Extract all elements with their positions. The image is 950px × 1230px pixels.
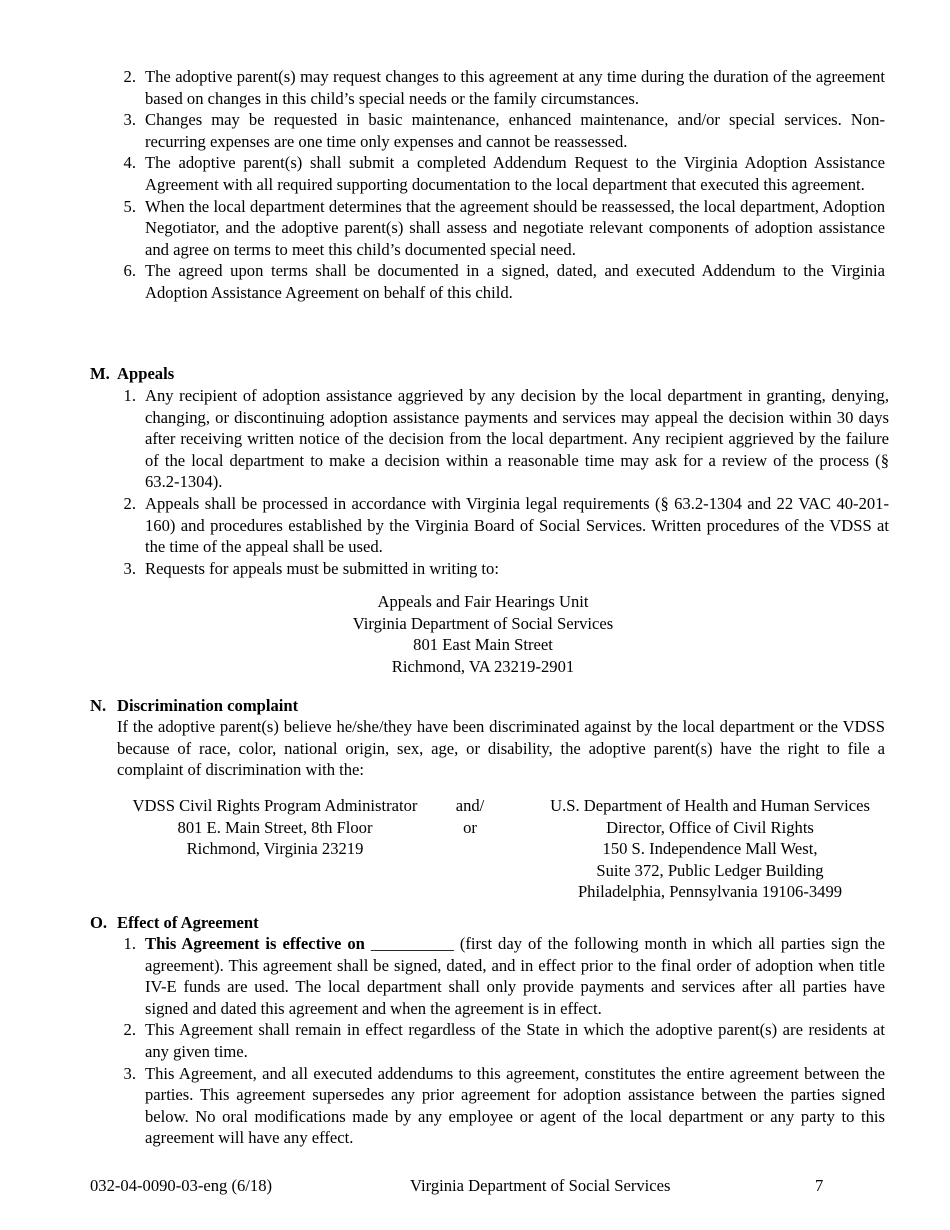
item-text: Appeals shall be processed in accordance with Virginia legal requirements (§ 63.2-1304 and 22 VAC 40-201-160) and procedures established by the Virginia Board of Social Services. Written procedures of the VDSS at the time of the appeal shall be used. <box>145 493 889 557</box>
section-title: Effect of Agreement <box>117 913 259 932</box>
item-text: The adoptive parent(s) shall submit a completed Addendum Request to the Virginia Adoption Assistance Agreement with all required supporting documentation to the local department that executed this agreement. <box>145 153 885 194</box>
item-number: 3. <box>123 558 136 578</box>
section-n-heading <box>90 695 298 717</box>
reassessment-list <box>90 66 885 304</box>
item-text: (first day of the following month in which all parties sign the agreement). This agreement shall be signed, dated, and in effect prior to the final order of adoption when title IV-E funds are used. The local department shall only provide payments and services after all parties have signed and dated this agreement and when the agreement is in effect. <box>145 934 885 1018</box>
address-line: Richmond, Virginia 23219 <box>186 839 364 859</box>
address-line: 801 E. Main Street, 8th Floor <box>177 817 373 837</box>
item-text: This Agreement shall remain in effect regardless of the State in which the adoptive parent(s) are residents at any given time. <box>145 1020 885 1061</box>
item-number: 2. <box>123 67 136 86</box>
list-item <box>90 66 885 109</box>
section-title: Discrimination complaint <box>117 696 299 715</box>
connector-line: or <box>463 817 477 837</box>
list-item <box>90 1019 885 1062</box>
and-or-connector <box>445 795 495 838</box>
appeals-list <box>90 385 889 579</box>
list-item <box>90 109 885 152</box>
effect-list <box>90 933 885 1149</box>
item-bold-lead: This Agreement is effective on <box>145 934 365 953</box>
list-item <box>90 260 885 303</box>
address-line: 801 East Main Street <box>413 635 553 655</box>
item-number: 2. <box>123 493 136 513</box>
list-item <box>90 385 889 493</box>
address-line: Philadelphia, Pennsylvania 19106-3499 <box>577 882 843 902</box>
section-title: Appeals <box>117 364 175 383</box>
item-number: 6. <box>123 261 136 281</box>
address-line: Richmond, VA 23219-2901 <box>391 656 575 676</box>
list-item <box>90 493 889 558</box>
list-item <box>90 933 885 1019</box>
address-line: Appeals and Fair Hearings Unit <box>377 592 589 611</box>
item-text: When the local department determines that the agreement should be reassessed, the local department, Adoption Negotiator, and the adoptive parent(s) shall assess and negotiate relevant components of adoption assistance and agree on terms to meet this child’s documented special need. <box>145 196 885 259</box>
list-item <box>90 558 889 580</box>
effective-date-blank: __________ <box>364 934 460 953</box>
item-text: Changes may be requested in basic maintenance, enhanced maintenance, and/or special services. Non-recurring expenses are one time only expenses and cannot be reassessed. <box>145 110 885 151</box>
footer-page-number: 7 <box>815 1176 824 1195</box>
address-line: U.S. Department of Health and Human Services <box>550 796 870 815</box>
footer-form-code: 032-04-0090-03-eng (6/18) <box>90 1176 273 1195</box>
item-text: Any recipient of adoption assistance aggrieved by any decision by the local department in granting, denying, changing, or discontinuing adoption assistance payments and services may appeal the decision within 30 days after receiving written notice of the decision from the local department. Any recipient aggrieved by the failure of the local department to make a decision within a reasonable time may ask for a review of the process (§ 63.2-1304). <box>145 386 889 492</box>
section-o-heading <box>90 912 259 934</box>
vdss-address <box>110 795 440 860</box>
address-line: VDSS Civil Rights Program Administrator <box>132 796 418 815</box>
footer-organization: Virginia Department of Social Services <box>410 1176 671 1195</box>
address-line: 150 S. Independence Mall West, <box>602 839 818 859</box>
address-line: Virginia Department of Social Services <box>352 613 614 633</box>
address-line: Director, Office of Civil Rights <box>606 817 814 837</box>
section-letter: M. <box>90 364 110 383</box>
item-number: 3. <box>123 110 136 130</box>
item-text: This Agreement, and all executed addendums to this agreement, constitutes the entire agreement between the parties. This agreement supersedes any prior agreement for adoption assistance between the parties signed below. No oral modifications made by any employee or agent of the local department or any party to this agreement will have any effect. <box>145 1063 885 1148</box>
list-item <box>90 1063 885 1149</box>
item-text: The agreed upon terms shall be documented in a signed, dated, and executed Addendum to the Virginia Adoption Assistance Agreement on behalf of this child. <box>145 261 885 302</box>
item-text: The adoptive parent(s) may request changes to this agreement at any time during the duration of the agreement based on changes in this child’s special needs or the family circumstances. <box>145 67 885 108</box>
item-number: 2. <box>123 1020 136 1040</box>
item-text: Requests for appeals must be submitted in writing to: <box>145 558 499 578</box>
address-line: Suite 372, Public Ledger Building <box>596 860 824 880</box>
item-number: 4. <box>123 153 136 173</box>
item-number: 3. <box>123 1063 136 1083</box>
hhs-address <box>525 795 895 903</box>
connector-line: and/ <box>455 796 485 815</box>
item-number: 1. <box>123 386 136 405</box>
section-letter: O. <box>90 913 108 932</box>
item-number: 5. <box>123 196 136 216</box>
list-item <box>90 152 885 195</box>
item-number: 1. <box>123 934 136 953</box>
section-m-heading <box>90 363 174 385</box>
appeals-address <box>283 591 683 677</box>
discrimination-paragraph: If the adoptive parent(s) believe he/she/they have been discriminated against by the local department or the VDSS because of race, color, national origin, sex, age, or disability, the adoptive parent(s) have the right to file a complaint of discrimination with the: <box>117 717 885 780</box>
section-letter: N. <box>90 696 107 715</box>
list-item <box>90 196 885 261</box>
